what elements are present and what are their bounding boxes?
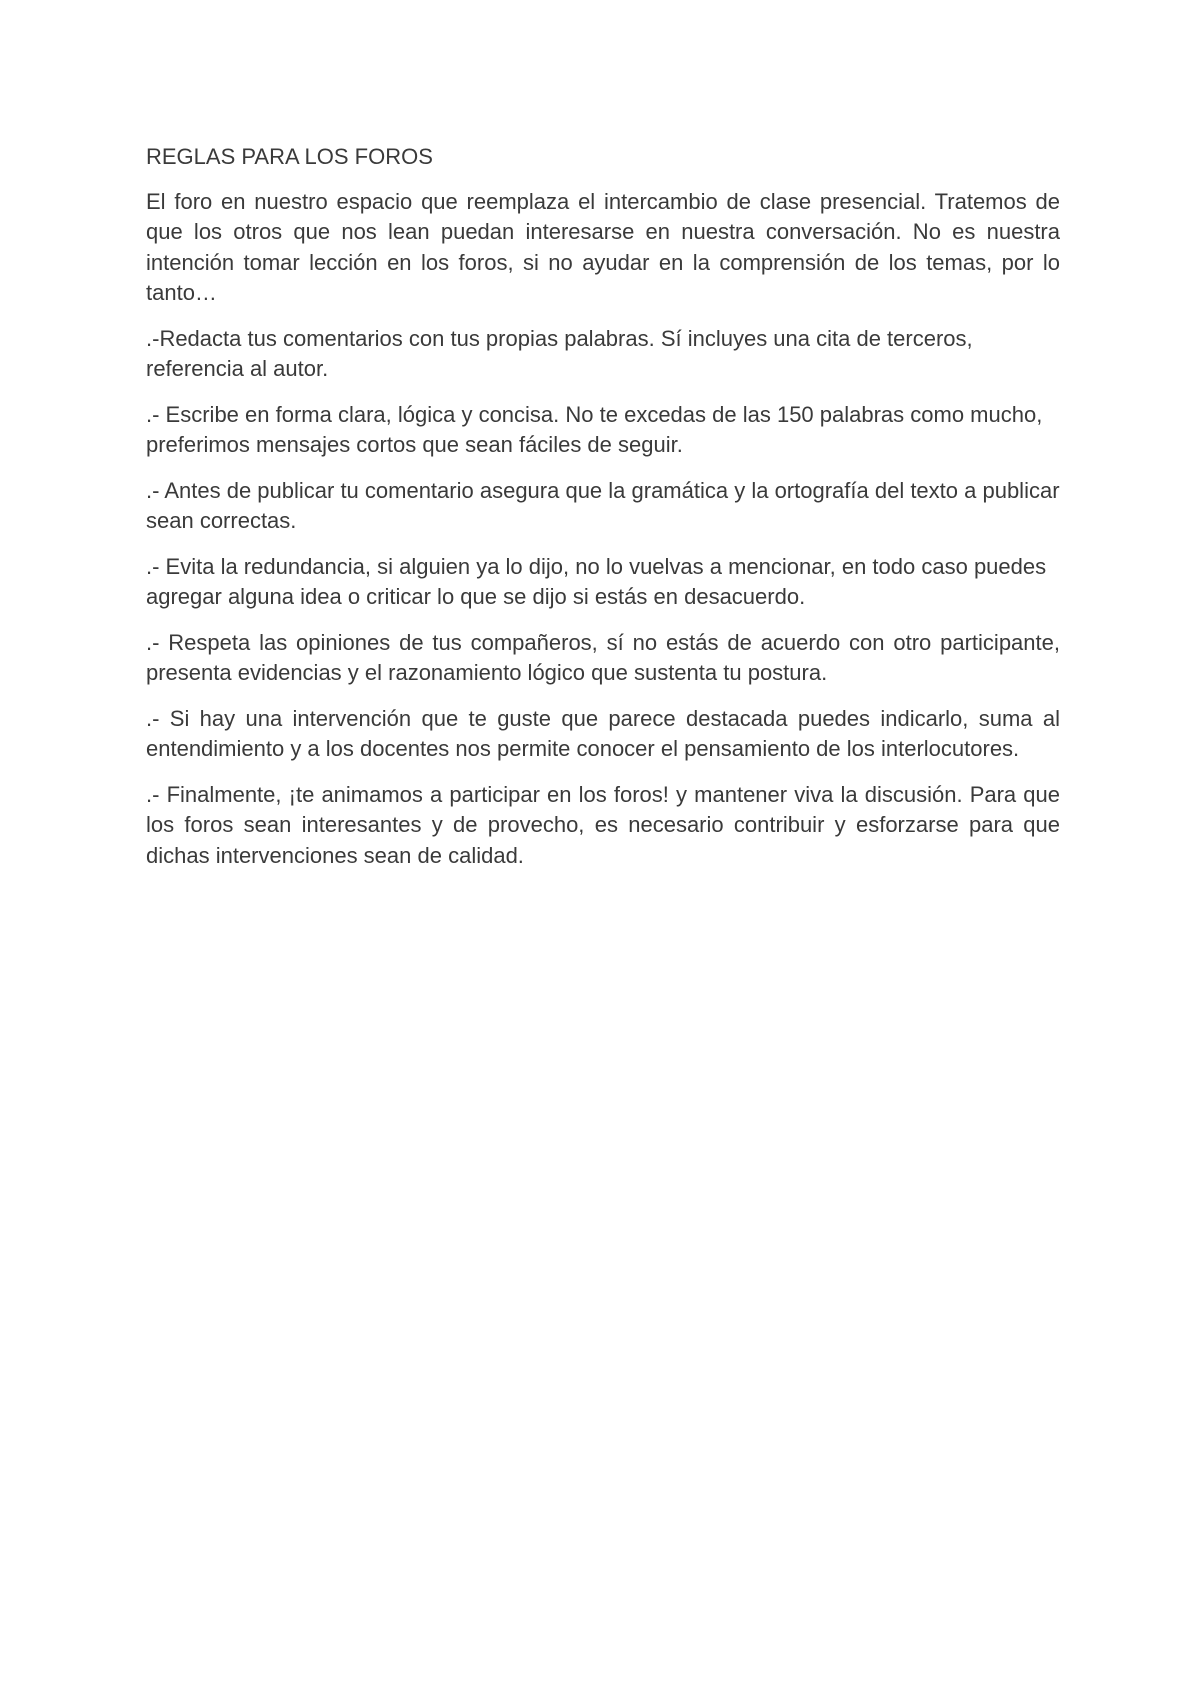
rule-paragraph: .- Evita la redundancia, si alguien ya lo dijo, no lo vuelvas a mencionar, en todo caso puedes agregar alguna idea o criticar lo que se dijo si estás en desacuerdo. — [146, 553, 1047, 609]
rule-paragraph: .-Redacta tus comentarios con tus propias palabras. Sí incluyes una cita de terceros, referencia al autor. — [146, 325, 973, 381]
document-body — [146, 142, 1060, 886]
rule-paragraph: .- Finalmente, ¡te animamos a participar en los foros! y mantener viva la discusión. Para que los foros sean interesantes y de provecho, es necesario contribuir y esforzarse para que dichas intervenciones sean de calidad. — [146, 781, 1060, 868]
rule-paragraph: .- Escribe en forma clara, lógica y concisa. No te excedas de las 150 palabras como mucho, preferimos mensajes cortos que sean fáciles de seguir. — [146, 401, 1043, 457]
rule-paragraph: .- Si hay una intervención que te guste que parece destacada puedes indicarlo, suma al entendimiento y a los docentes nos permite conocer el pensamiento de los interlocutores. — [146, 705, 1060, 761]
intro-paragraph: El foro en nuestro espacio que reemplaza el intercambio de clase presencial. Tratemos de que los otros que nos lean puedan interesarse en nuestra conversación. No es nuestra intención tomar lección en los foros, si no ayudar en la comprensión de los temas, por lo tanto… — [146, 188, 1060, 305]
document-title: REGLAS PARA LOS FOROS — [146, 144, 433, 169]
rule-paragraph: .- Respeta las opiniones de tus compañeros, sí no estás de acuerdo con otro participante, presenta evidencias y el razonamiento lógico que sustenta tu postura. — [146, 629, 1060, 685]
rule-paragraph: .- Antes de publicar tu comentario asegura que la gramática y la ortografía del texto a publicar sean correctas. — [146, 477, 1060, 533]
